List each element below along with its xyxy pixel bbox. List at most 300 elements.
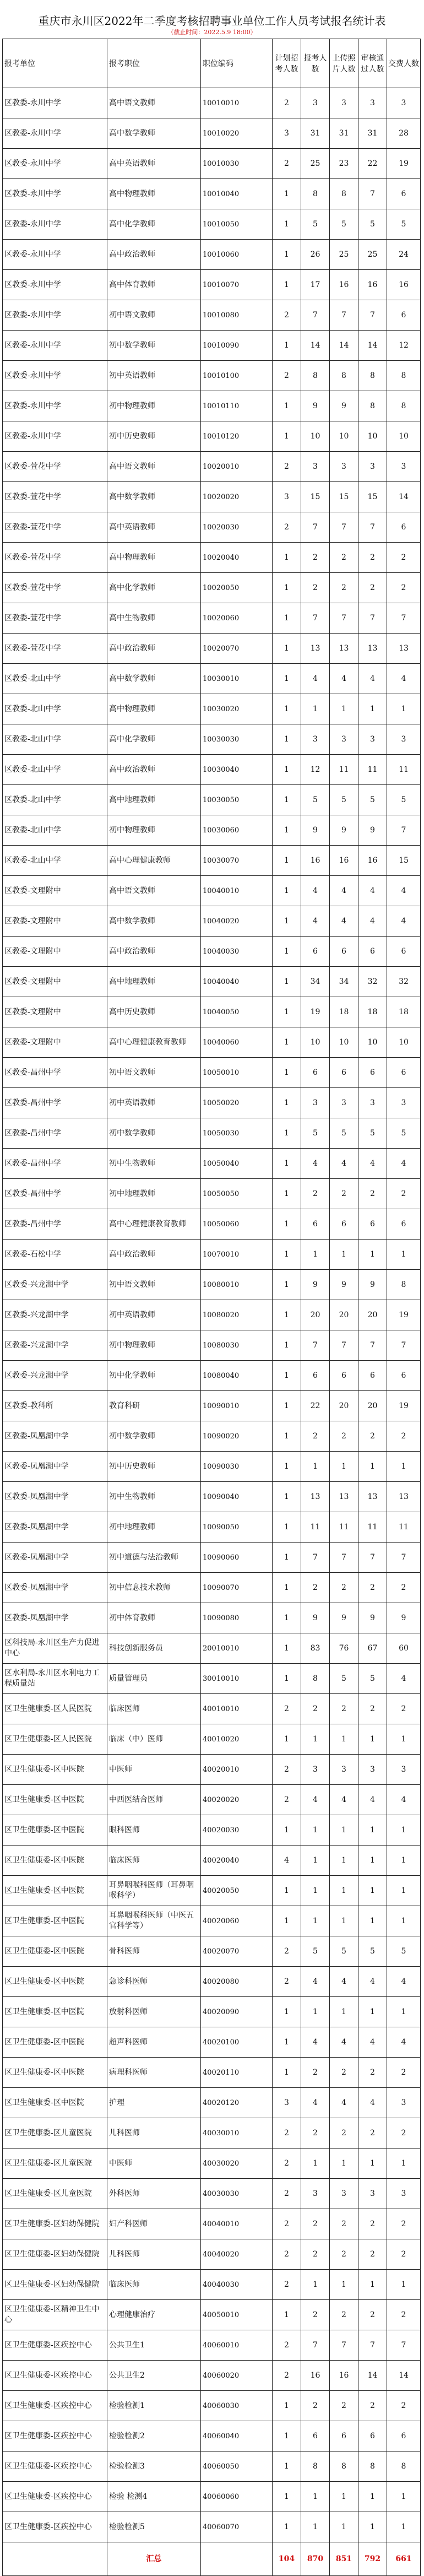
cell-photos: 18: [330, 997, 358, 1027]
cell-photos: 3: [330, 1755, 358, 1785]
cell-unit: 区卫生健康委-区儿童医院: [3, 2118, 107, 2149]
cell-position: 儿科医师: [107, 2118, 201, 2149]
cell-code: 10040010: [201, 876, 273, 906]
cell-paid: 24: [387, 240, 421, 270]
cell-position: 临床医师: [107, 1846, 201, 1876]
cell-code: 20010010: [201, 1633, 273, 1664]
cell-approved: 7: [358, 2330, 387, 2361]
cell-unit: 区卫生健康委-区中医院: [3, 2027, 107, 2058]
cell-plan: 2: [273, 2270, 301, 2300]
cell-approved: 4: [358, 1967, 387, 1997]
total-photos: 851: [330, 2542, 358, 2576]
table-row: [3, 1482, 421, 1512]
table-row: [3, 2058, 421, 2088]
cell-approved: 3: [358, 88, 387, 118]
cell-plan: 1: [273, 664, 301, 694]
cell-applicants: 83: [301, 1633, 330, 1664]
cell-approved: 18: [358, 997, 387, 1027]
cell-applicants: 1: [301, 1997, 330, 2027]
cell-approved: 10: [358, 1027, 387, 1058]
table-row: [3, 1936, 421, 1967]
cell-plan: 2: [273, 2118, 301, 2149]
cell-paid: 8: [387, 361, 421, 391]
cell-unit: 区教委-北山中学: [3, 846, 107, 876]
cell-plan: 1: [273, 209, 301, 240]
cell-position: 教育科研: [107, 1391, 201, 1421]
cell-approved: 6: [358, 2421, 387, 2451]
cell-plan: 1: [273, 2391, 301, 2421]
cell-approved: 1: [358, 2512, 387, 2542]
cell-position: 初中英语教师: [107, 1300, 201, 1330]
cell-applicants: 7: [301, 1330, 330, 1361]
cell-approved: 4: [358, 664, 387, 694]
cell-paid: 7: [387, 2330, 421, 2361]
cell-position: 公共卫生1: [107, 2330, 201, 2361]
cell-photos: 13: [330, 634, 358, 664]
cell-applicants: 17: [301, 270, 330, 300]
cell-code: 40020110: [201, 2058, 273, 2088]
cell-paid: 60: [387, 1633, 421, 1664]
table-row: [3, 300, 421, 331]
cell-position: 检验检测3: [107, 2451, 201, 2482]
cell-photos: 3: [330, 2179, 358, 2209]
cell-position: 初中数学教师: [107, 331, 201, 361]
cell-approved: 5: [358, 209, 387, 240]
cell-paid: 1: [387, 2149, 421, 2179]
cell-code: 30010010: [201, 1664, 273, 1694]
table-row: [3, 664, 421, 694]
cell-plan: 2: [273, 1755, 301, 1785]
cell-paid: 4: [387, 1664, 421, 1694]
cell-code: 10080030: [201, 1330, 273, 1361]
cell-plan: 2: [273, 1967, 301, 1997]
cell-plan: 1: [273, 694, 301, 724]
cell-unit: 区教委-凤凰湖中学: [3, 1543, 107, 1573]
table-row: [3, 452, 421, 482]
cell-code: 40040030: [201, 2270, 273, 2300]
cell-plan: 2: [273, 1785, 301, 1815]
cell-photos: 2: [330, 2391, 358, 2421]
cell-plan: 1: [273, 2512, 301, 2542]
table-row: [3, 421, 421, 452]
cell-code: 10010100: [201, 361, 273, 391]
table-row: [3, 1967, 421, 1997]
cell-applicants: 1: [301, 2149, 330, 2179]
cell-paid: 32: [387, 967, 421, 997]
cell-code: 40020100: [201, 2027, 273, 2058]
table-row: [3, 1209, 421, 1240]
cell-approved: 4: [358, 1785, 387, 1815]
cell-approved: 7: [358, 300, 387, 331]
cell-paid: 2: [387, 1179, 421, 1209]
cell-applicants: 4: [301, 1967, 330, 1997]
cell-plan: 1: [273, 1997, 301, 2027]
cell-photos: 5: [330, 785, 358, 815]
table-row: [3, 1270, 421, 1300]
cell-unit: 区卫生健康委-区中医院: [3, 1876, 107, 1906]
cell-code: 40040020: [201, 2239, 273, 2270]
table-row: [3, 1906, 421, 1936]
cell-paid: 1: [387, 1240, 421, 1270]
cell-code: 40030030: [201, 2179, 273, 2209]
cell-paid: 3: [387, 724, 421, 755]
table-row: [3, 1452, 421, 1482]
table-row: [3, 2179, 421, 2209]
cell-plan: 1: [273, 1421, 301, 1452]
cell-plan: 2: [273, 1694, 301, 1724]
cell-paid: 6: [387, 1058, 421, 1088]
cell-approved: 4: [358, 906, 387, 937]
cell-plan: 2: [273, 149, 301, 179]
cell-paid: 5: [387, 209, 421, 240]
cell-plan: 1: [273, 634, 301, 664]
cell-unit: 区教委-凤凰湖中学: [3, 1573, 107, 1603]
table-row: [3, 88, 421, 118]
cell-unit: 区教委-凤凰湖中学: [3, 1421, 107, 1452]
cell-approved: 1: [358, 694, 387, 724]
cell-approved: 32: [358, 967, 387, 997]
cell-applicants: 7: [301, 2330, 330, 2361]
cell-plan: 1: [273, 270, 301, 300]
cell-code: 40020020: [201, 1785, 273, 1815]
cell-paid: 1: [387, 1906, 421, 1936]
cell-applicants: 5: [301, 209, 330, 240]
cell-position: 初中数学教师: [107, 1118, 201, 1149]
cell-position: 高中政治教师: [107, 1240, 201, 1270]
cell-photos: 3: [330, 1088, 358, 1118]
cell-approved: 67: [358, 1633, 387, 1664]
cell-unit: 区教委-凤凰湖中学: [3, 1452, 107, 1482]
cell-plan: 1: [273, 543, 301, 573]
cell-applicants: 6: [301, 2421, 330, 2451]
cell-code: 10090080: [201, 1603, 273, 1633]
table-row: [3, 1633, 421, 1664]
cell-photos: 1: [330, 2149, 358, 2179]
cell-photos: 4: [330, 1967, 358, 1997]
cell-approved: 7: [358, 603, 387, 634]
cell-unit: 区卫生健康委-区中医院: [3, 2088, 107, 2118]
header-applicants: 报考人数: [301, 39, 330, 88]
cell-photos: 7: [330, 603, 358, 634]
cell-paid: 2: [387, 2300, 421, 2330]
cell-approved: 14: [358, 331, 387, 361]
cell-code: 10030030: [201, 724, 273, 755]
cell-code: 40060060: [201, 2482, 273, 2512]
cell-plan: 1: [273, 421, 301, 452]
cell-unit: 区教委-永川中学: [3, 118, 107, 149]
cell-applicants: 2: [301, 1573, 330, 1603]
cell-approved: 1: [358, 1846, 387, 1876]
cell-unit: 区卫生健康委-区疾控中心: [3, 2512, 107, 2542]
cell-applicants: 3: [301, 1755, 330, 1785]
cell-code: 40020060: [201, 1906, 273, 1936]
cell-applicants: 1: [301, 1724, 330, 1755]
cell-paid: 1: [387, 1452, 421, 1482]
cell-paid: 3: [387, 1755, 421, 1785]
cell-plan: 2: [273, 88, 301, 118]
cell-photos: 25: [330, 240, 358, 270]
cell-approved: 3: [358, 1088, 387, 1118]
cell-plan: 1: [273, 1270, 301, 1300]
cell-position: 科技创新服务员: [107, 1633, 201, 1664]
cell-unit: 区卫生健康委-区人民医院: [3, 1694, 107, 1724]
cell-plan: 1: [273, 755, 301, 785]
cell-position: 放射科医师: [107, 1997, 201, 2027]
cell-applicants: 8: [301, 2451, 330, 2482]
cell-position: 高中语文教师: [107, 876, 201, 906]
cell-unit: 区卫生健康委-区疾控中心: [3, 2391, 107, 2421]
cell-unit: 区教委-兴龙湖中学: [3, 1270, 107, 1300]
cell-photos: 14: [330, 331, 358, 361]
cell-unit: 区卫生健康委-区疾控中心: [3, 2451, 107, 2482]
cell-photos: 76: [330, 1633, 358, 1664]
cell-position: 检验检测1: [107, 2391, 201, 2421]
cell-paid: 2: [387, 2209, 421, 2239]
cell-photos: 1: [330, 1815, 358, 1846]
table-row: [3, 967, 421, 997]
cell-plan: 1: [273, 1664, 301, 1694]
cell-position: 中西医结合医师: [107, 1785, 201, 1815]
cell-photos: 4: [330, 1785, 358, 1815]
cell-code: 10040050: [201, 997, 273, 1027]
cell-position: 初中物理教师: [107, 391, 201, 421]
cell-applicants: 31: [301, 118, 330, 149]
cell-photos: 34: [330, 967, 358, 997]
cell-applicants: 9: [301, 815, 330, 846]
cell-position: 高中数学教师: [107, 482, 201, 512]
table-row: [3, 2239, 421, 2270]
cell-position: 高中心理健康教育教师: [107, 1027, 201, 1058]
cell-code: 40020090: [201, 1997, 273, 2027]
cell-paid: 1: [387, 694, 421, 724]
cell-approved: 6: [358, 1209, 387, 1240]
cell-position: 初中体育教师: [107, 1603, 201, 1633]
cell-position: 临床医师: [107, 2270, 201, 2300]
cell-approved: 1: [358, 1452, 387, 1482]
cell-photos: 11: [330, 1512, 358, 1543]
cell-paid: 19: [387, 1391, 421, 1421]
cell-applicants: 6: [301, 1209, 330, 1240]
table-row: [3, 2209, 421, 2239]
cell-applicants: 14: [301, 331, 330, 361]
table-row: [3, 1512, 421, 1543]
cell-paid: 6: [387, 1361, 421, 1391]
table-row: [3, 2149, 421, 2179]
cell-position: 耳鼻咽喉科医师（中医五官科学等）: [107, 1906, 201, 1936]
cell-unit: 区卫生健康委-区中医院: [3, 1967, 107, 1997]
cell-plan: 1: [273, 997, 301, 1027]
table-row: [3, 270, 421, 300]
cell-plan: 2: [273, 2361, 301, 2391]
table-row: [3, 1058, 421, 1088]
cell-code: 10040040: [201, 967, 273, 997]
cell-approved: 11: [358, 755, 387, 785]
cell-code: 40060050: [201, 2451, 273, 2482]
cell-applicants: 1: [301, 1906, 330, 1936]
cell-code: 10090070: [201, 1573, 273, 1603]
cell-unit: 区教委-北山中学: [3, 755, 107, 785]
cell-photos: 7: [330, 1330, 358, 1361]
cell-photos: 5: [330, 1664, 358, 1694]
cell-unit: 区卫生健康委-区中医院: [3, 1906, 107, 1936]
table-row: [3, 209, 421, 240]
cell-photos: 10: [330, 421, 358, 452]
table-row: [3, 512, 421, 543]
cell-plan: 1: [273, 967, 301, 997]
cell-position: 高中英语教师: [107, 149, 201, 179]
cell-paid: 28: [387, 118, 421, 149]
cell-unit: 区卫生健康委-区中医院: [3, 1755, 107, 1785]
header-unit: 报考单位: [3, 39, 107, 88]
cell-paid: 2: [387, 1421, 421, 1452]
table-row: [3, 1027, 421, 1058]
cell-unit: 区教委-凤凰湖中学: [3, 1512, 107, 1543]
cell-paid: 4: [387, 1967, 421, 1997]
cell-code: 40060010: [201, 2330, 273, 2361]
table-row: [3, 1755, 421, 1785]
cell-approved: 4: [358, 1149, 387, 1179]
cell-applicants: 6: [301, 937, 330, 967]
cell-applicants: 2: [301, 1179, 330, 1209]
cell-photos: 2: [330, 2239, 358, 2270]
cell-position: 高中生物教师: [107, 603, 201, 634]
cell-plan: 1: [273, 2300, 301, 2330]
cell-code: 10010020: [201, 118, 273, 149]
cell-paid: 3: [387, 88, 421, 118]
table-row: [3, 1724, 421, 1755]
cell-paid: 7: [387, 603, 421, 634]
cell-code: 10010090: [201, 331, 273, 361]
cell-applicants: 8: [301, 179, 330, 209]
cell-position: 初中生物教师: [107, 1149, 201, 1179]
cell-photos: 6: [330, 937, 358, 967]
cell-unit: 区教委-北山中学: [3, 694, 107, 724]
cell-position: 初中英语教师: [107, 1088, 201, 1118]
cell-position: 耳鼻咽喉科医师（耳鼻咽喉科学）: [107, 1876, 201, 1906]
cell-code: 10020020: [201, 482, 273, 512]
cell-approved: 3: [358, 1755, 387, 1785]
cell-approved: 2: [358, 2391, 387, 2421]
cell-unit: 区教委-永川中学: [3, 421, 107, 452]
cell-code: 10010070: [201, 270, 273, 300]
cell-applicants: 3: [301, 724, 330, 755]
cell-applicants: 15: [301, 482, 330, 512]
cell-plan: 2: [273, 2149, 301, 2179]
cell-plan: 1: [273, 573, 301, 603]
table-row: [3, 1149, 421, 1179]
cell-position: 初中生物教师: [107, 1482, 201, 1512]
cell-applicants: 19: [301, 997, 330, 1027]
cell-code: 40050010: [201, 2300, 273, 2330]
cell-approved: 2: [358, 543, 387, 573]
cell-paid: 10: [387, 1027, 421, 1058]
cell-unit: 区教委-文理附中: [3, 937, 107, 967]
cell-plan: 2: [273, 2179, 301, 2209]
table-row: [3, 179, 421, 209]
cell-plan: 1: [273, 1633, 301, 1664]
cell-code: 10090030: [201, 1452, 273, 1482]
cell-position: 初中语文教师: [107, 1058, 201, 1088]
header-paid: 交费人数: [387, 39, 421, 88]
cell-unit: 区教委-石松中学: [3, 1240, 107, 1270]
cell-approved: 2: [358, 2300, 387, 2330]
cell-plan: 1: [273, 2058, 301, 2088]
cell-code: 10040030: [201, 937, 273, 967]
cell-approved: 8: [358, 2451, 387, 2482]
cell-position: 初中数学教师: [107, 1421, 201, 1452]
cell-code: 10020030: [201, 512, 273, 543]
cell-photos: 2: [330, 2118, 358, 2149]
cell-plan: 1: [273, 1391, 301, 1421]
cell-paid: 6: [387, 937, 421, 967]
cell-unit: 区教委-文理附中: [3, 997, 107, 1027]
cell-applicants: 2: [301, 2209, 330, 2239]
cell-applicants: 1: [301, 1240, 330, 1270]
cell-approved: 7: [358, 179, 387, 209]
cell-plan: 3: [273, 482, 301, 512]
table-row: [3, 815, 421, 846]
cell-approved: 7: [358, 512, 387, 543]
cell-paid: 2: [387, 1694, 421, 1724]
cell-code: 10020050: [201, 573, 273, 603]
cell-unit: 区教委-北山中学: [3, 785, 107, 815]
cell-unit: 区卫生健康委-区中医院: [3, 2058, 107, 2088]
cell-paid: 1: [387, 1997, 421, 2027]
cell-paid: 6: [387, 300, 421, 331]
table-row: [3, 2088, 421, 2118]
cell-unit: 区教委-永川中学: [3, 240, 107, 270]
cell-position: 高中政治教师: [107, 937, 201, 967]
cell-unit: 区教委-文理附中: [3, 1027, 107, 1058]
cell-plan: 2: [273, 452, 301, 482]
cell-position: 眼科医师: [107, 1815, 201, 1846]
table-row: [3, 361, 421, 391]
cell-position: 高中化学教师: [107, 724, 201, 755]
cell-unit: 区卫生健康委-区中医院: [3, 1997, 107, 2027]
cell-photos: 1: [330, 694, 358, 724]
cell-approved: 1: [358, 2482, 387, 2512]
cell-unit: 区卫生健康委-区中医院: [3, 1846, 107, 1876]
cell-position: 初中道德与法治教师: [107, 1543, 201, 1573]
cell-photos: 8: [330, 361, 358, 391]
cell-unit: 区教委-昌州中学: [3, 1179, 107, 1209]
cell-photos: 5: [330, 209, 358, 240]
cell-photos: 4: [330, 2088, 358, 2118]
cell-paid: 4: [387, 1785, 421, 1815]
cell-approved: 20: [358, 1391, 387, 1421]
cell-photos: 1: [330, 2482, 358, 2512]
cell-approved: 2: [358, 1573, 387, 1603]
cell-position: 初中信息技术教师: [107, 1573, 201, 1603]
cell-photos: 1: [330, 1452, 358, 1482]
cell-plan: 1: [273, 724, 301, 755]
cell-plan: 2: [273, 2239, 301, 2270]
cell-photos: 15: [330, 482, 358, 512]
cell-code: 40020120: [201, 2088, 273, 2118]
table-row: [3, 2330, 421, 2361]
cell-position: 初中物理教师: [107, 1330, 201, 1361]
cell-photos: 31: [330, 118, 358, 149]
cell-photos: 1: [330, 1876, 358, 1906]
cell-plan: 1: [273, 1482, 301, 1512]
cell-applicants: 3: [301, 1088, 330, 1118]
cell-plan: 1: [273, 937, 301, 967]
cell-plan: 1: [273, 1876, 301, 1906]
table-row: [3, 997, 421, 1027]
cell-paid: 1: [387, 2482, 421, 2512]
cell-unit: 区卫生健康委-区儿童医院: [3, 2149, 107, 2179]
cell-unit: 区水利局-永川区水利电力工程质量站: [3, 1664, 107, 1694]
